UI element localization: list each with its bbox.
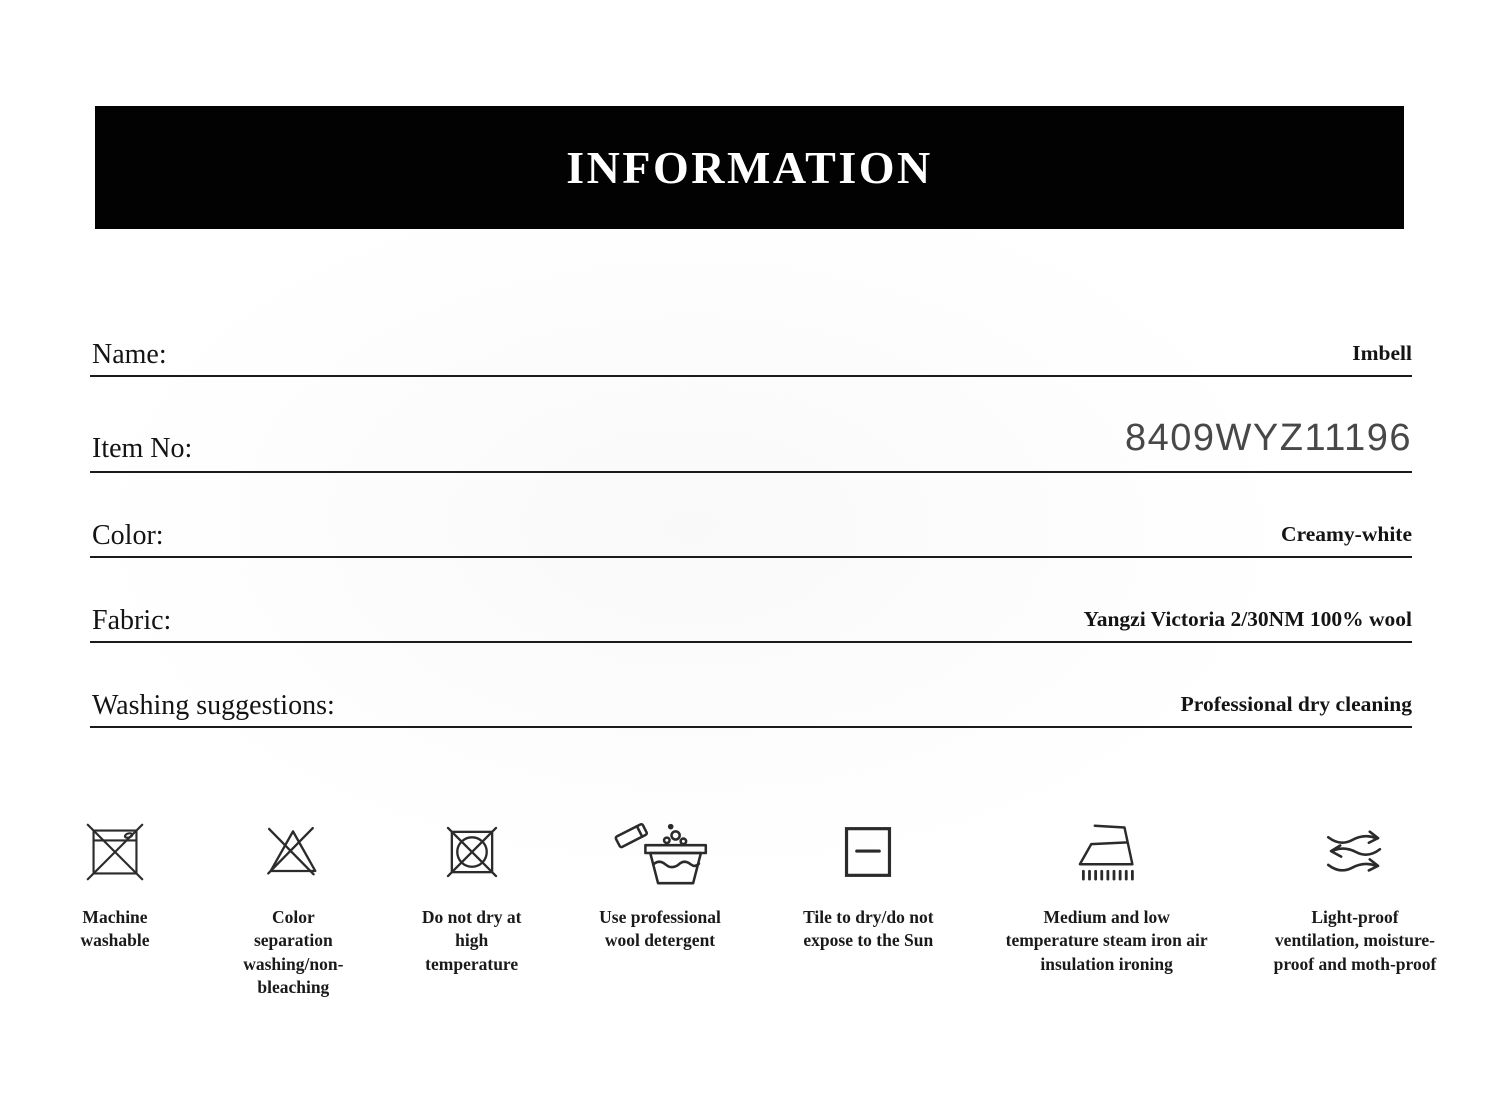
care-caption: Use professional wool detergent xyxy=(599,907,721,951)
field-value: 8409WYZ11196 xyxy=(1125,417,1412,459)
info-banner xyxy=(95,106,1404,229)
flat-dry-no-sun-icon xyxy=(840,822,896,882)
steam-iron-icon xyxy=(1063,817,1151,887)
page-title: INFORMATION xyxy=(566,142,933,193)
ventilation-icon xyxy=(1319,824,1391,880)
machine-wash-icon xyxy=(82,819,148,885)
no-high-temp-dry-icon xyxy=(441,821,503,883)
care-icons-row xyxy=(40,812,1460,999)
field-label: Color: xyxy=(92,520,164,551)
care-caption: Do not dry at high temperature xyxy=(421,907,522,974)
field-label: Name: xyxy=(92,339,167,370)
field-value: Professional dry cleaning xyxy=(1180,692,1412,716)
care-caption: Machine washable xyxy=(80,907,150,951)
care-caption: Light-proof ventilation, moisture-proof and moth-proof xyxy=(1273,907,1437,974)
care-caption: Tile to dry/do not expose to the Sun xyxy=(803,907,934,951)
care-item-non-bleach xyxy=(218,812,368,999)
product-fields xyxy=(90,339,1412,728)
field-value: Creamy-white xyxy=(1281,522,1412,546)
field-value: Imbell xyxy=(1352,341,1412,365)
field-label: Washing suggestions: xyxy=(92,690,335,721)
care-caption: Color separation washing/non-bleaching xyxy=(243,907,344,997)
wool-detergent-icon xyxy=(606,814,714,890)
field-row-washing xyxy=(90,690,1412,728)
field-label: Fabric: xyxy=(92,605,172,636)
care-item-no-high-temp-dry xyxy=(397,812,547,999)
care-item-steam-iron xyxy=(992,812,1222,999)
field-row-color xyxy=(90,520,1412,558)
care-item-machine-washable xyxy=(40,812,190,999)
field-row-item-no xyxy=(90,417,1412,473)
field-value: Yangzi Victoria 2/30NM 100% wool xyxy=(1083,607,1412,631)
care-caption: Medium and low temperature steam iron air insulation ironing xyxy=(1005,907,1208,974)
field-row-fabric xyxy=(90,605,1412,643)
field-label: Item No: xyxy=(92,433,193,464)
care-item-ventilation xyxy=(1250,812,1460,999)
field-row-name xyxy=(90,339,1412,377)
care-item-flat-dry xyxy=(773,812,963,999)
care-item-wool-detergent xyxy=(575,812,745,999)
non-bleach-icon xyxy=(260,819,326,885)
